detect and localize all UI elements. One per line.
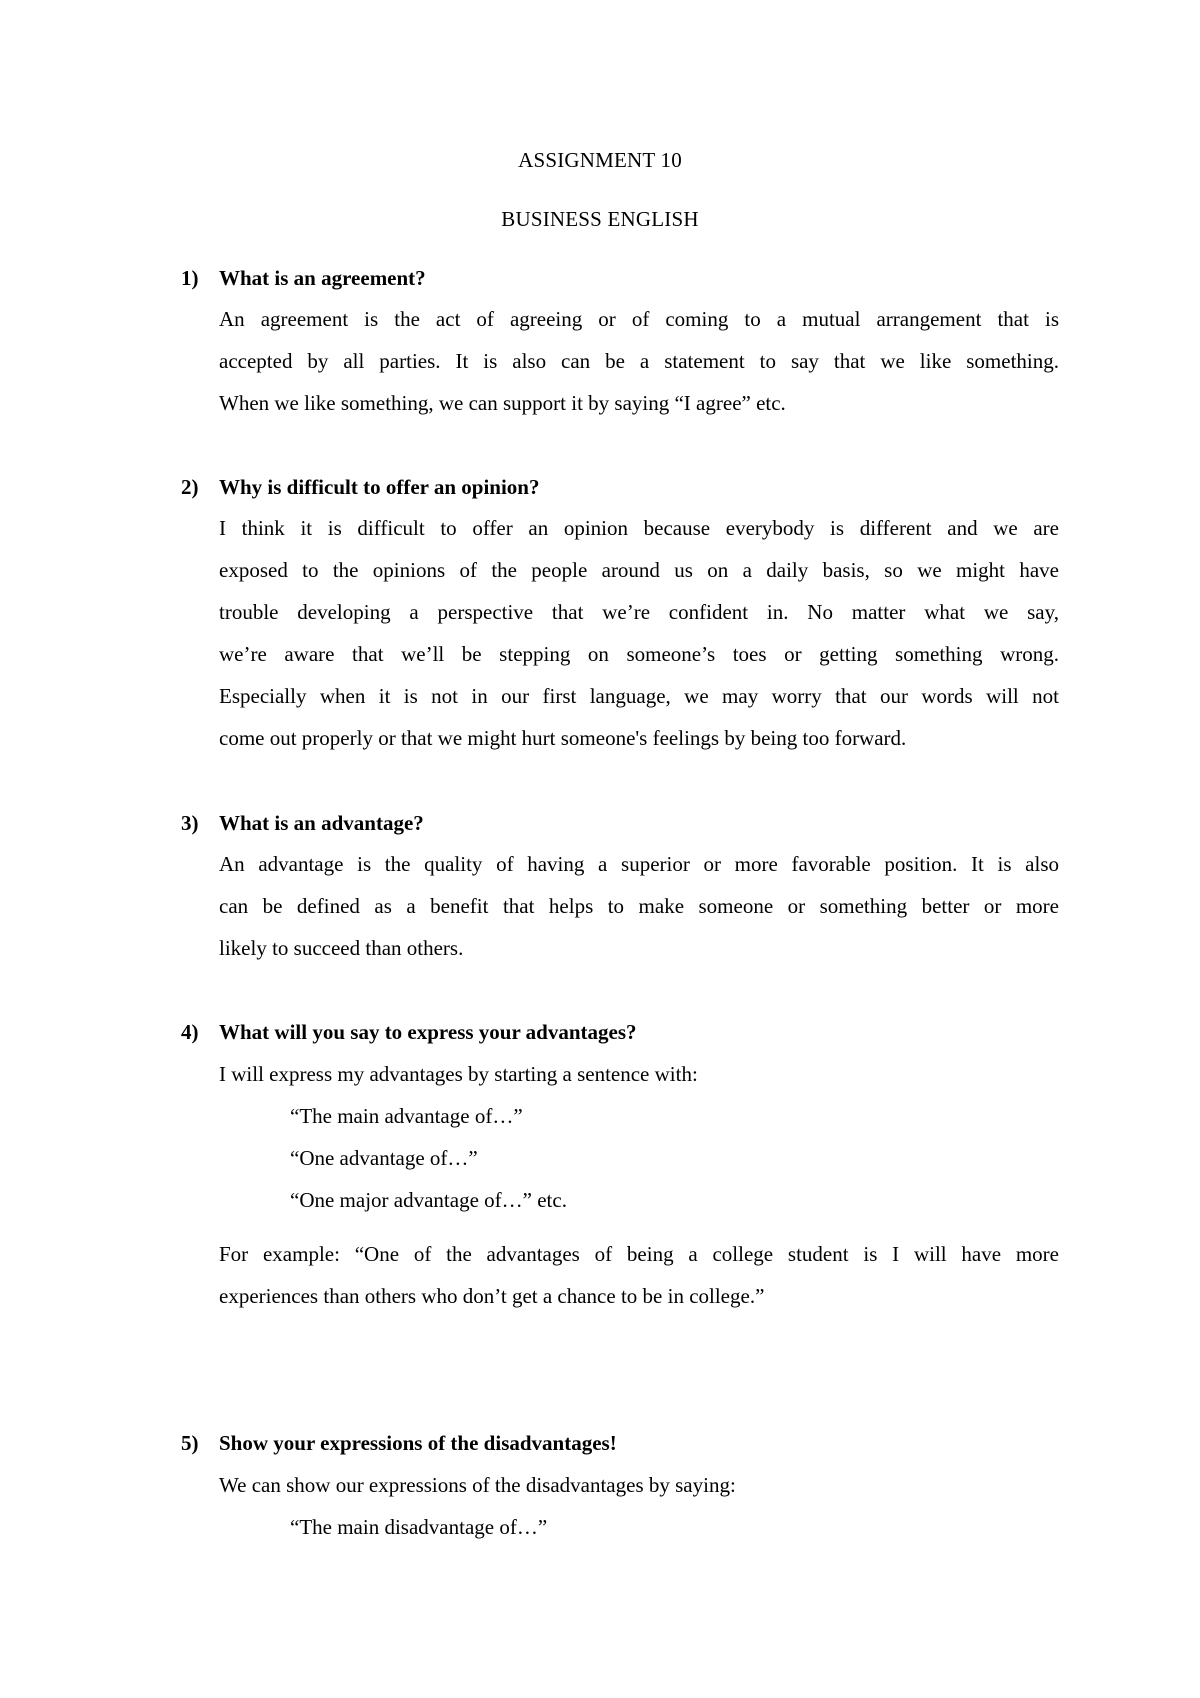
answer-line: Especially when it is not in our first language, we may worry that our words will not bbox=[219, 684, 1059, 708]
advantage-phrase: “The main advantage of…” bbox=[290, 1104, 523, 1128]
question-2-text: Why is difficult to offer an opinion? bbox=[219, 475, 540, 499]
answer-line: can be defined as a benefit that helps to make someone or something better or more bbox=[219, 894, 1059, 918]
question-1-number: 1) bbox=[181, 266, 199, 290]
advantage-phrase: “One major advantage of…” etc. bbox=[290, 1188, 567, 1212]
answer-line: I think it is difficult to offer an opinion because everybody is different and we are bbox=[219, 516, 1059, 540]
answer-line: trouble developing a perspective that we’re confident in. No matter what we say, bbox=[219, 600, 1059, 624]
question-4-intro: I will express my advantages by starting a sentence with: bbox=[219, 1062, 698, 1086]
question-2-answer bbox=[219, 507, 1059, 759]
question-5-intro: We can show our expressions of the disadvantages by saying: bbox=[219, 1473, 736, 1497]
answer-line: we’re aware that we’ll be stepping on someone’s toes or getting something wrong. bbox=[219, 642, 1059, 666]
question-3-text: What is an advantage? bbox=[219, 811, 424, 835]
answer-line: When we like something, we can support it by saying “I agree” etc. bbox=[219, 391, 786, 415]
question-5-text: Show your expressions of the disadvantages! bbox=[219, 1431, 617, 1455]
question-2-number: 2) bbox=[181, 475, 199, 499]
question-1-text: What is an agreement? bbox=[219, 266, 426, 290]
question-4-example bbox=[219, 1233, 1059, 1317]
advantage-phrase: “One advantage of…” bbox=[290, 1146, 478, 1170]
example-line: experiences than others who don’t get a chance to be in college.” bbox=[219, 1284, 765, 1308]
question-4-number: 4) bbox=[181, 1020, 199, 1044]
answer-line: accepted by all parties. It is also can be a statement to say that we like something. bbox=[219, 349, 1059, 373]
question-1-answer bbox=[219, 298, 1059, 424]
answer-line: come out properly or that we might hurt someone's feelings by being too forward. bbox=[219, 726, 907, 750]
answer-line: An advantage is the quality of having a superior or more favorable position. It is also bbox=[219, 852, 1059, 876]
example-line: For example: “One of the advantages of being a college student is I will have more bbox=[219, 1242, 1059, 1266]
question-4-text: What will you say to express your advantages? bbox=[219, 1020, 637, 1044]
disadvantage-phrase: “The main disadvantage of…” bbox=[290, 1515, 548, 1539]
answer-line: An agreement is the act of agreeing or of coming to a mutual arrangement that is bbox=[219, 307, 1059, 331]
answer-line: likely to succeed than others. bbox=[219, 936, 464, 960]
document-subtitle: BUSINESS ENGLISH bbox=[501, 207, 699, 231]
answer-line: exposed to the opinions of the people around us on a daily basis, so we might have bbox=[219, 558, 1059, 582]
question-5-number: 5) bbox=[181, 1431, 199, 1455]
document-title: ASSIGNMENT 10 bbox=[518, 148, 682, 172]
question-3-number: 3) bbox=[181, 811, 199, 835]
question-3-answer bbox=[219, 843, 1059, 969]
